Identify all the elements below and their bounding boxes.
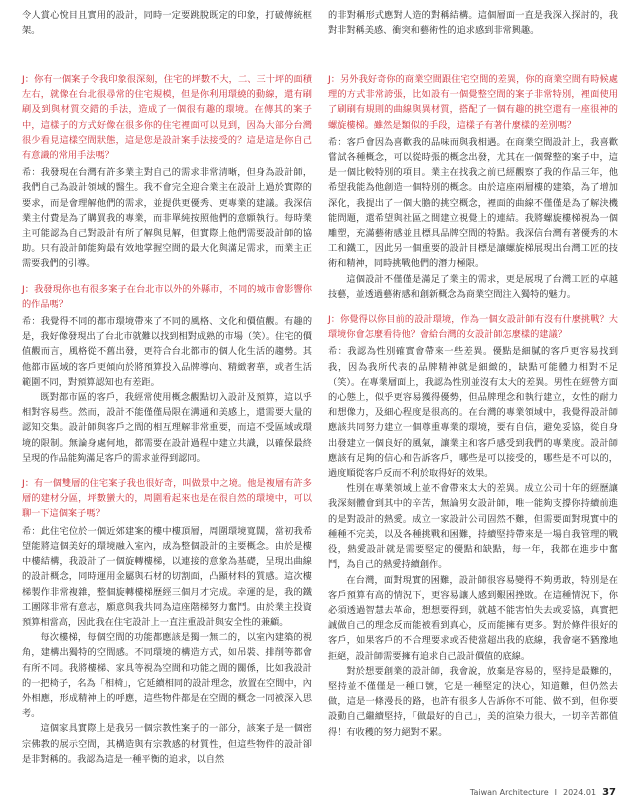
speaker-tag: 希：: [328, 136, 347, 148]
answer-text: 客戶會因為喜歡我的品味而與我相遇。在商業空間設計上，我喜歡嘗試各種概念，可以從時張的概念出發，尤其在一個聲整的案子中，這是一個比較特別的項目。業主在找我之前已經觀察了我的作品三年，他希望我能為他創造一個特別的概念。由於這座兩層樓的建築，為了增加深化，我提出了一個大膽的挑空概念，裡面的曲線不僅僅是為了解決機能問題，還希望與社區之間建立視覺上的連結。我將螺旋樓梯視為一個雕塑，充滿藝術感並且標具品牌空間的特點。我深信台灣有著優秀的木工和鐵工，因此另一個重要的設計目標是讓螺旋梯展現出台灣工匠的技術和精神，同時挑戰他們的潛力極限。: [328, 136, 619, 270]
body-paragraph: 既對都市區的客戶，我經常使用概念觀點切入設計及預算，這以乎相對容易些。然而，設計不能僅僅局限在溝通和美感上，還需要大量的認知交集。設計師與客戶之間的相互理解非常重要，而這不受區域或環境的限制。無論身處何地，都需要在設計過程中建立共識，以確保最終呈現的作品能夠滿足客戶的需求並得到認同。: [22, 392, 312, 464]
left-column: [22, 62, 312, 767]
speaker-tag: J：: [328, 314, 341, 326]
answer-text: 我認為性別確實會帶來一些差異。優點是細膩的客戶更容易找到我，因為我所代表的品牌精神就是細緻的，缺點可能體力相對不足（笑）。在專業層面上，我認為性別並沒有太大的差異。男性在經營方面的心態上，似乎更容易獲得優勢，但品牌理念和執行建立，女性的耐力和想像力，及細心程度是很高的。在台灣的專業領域中，我覺得設計師應該共同努力建立一個尊重專業的環境，要有自信，避免妥協，從自身出發建立一個良好的風氣，讓業主和客戶感受到我們的專業度。設計師應該有足夠的信心和告訴客戶，哪些是可以接受的，哪些是不可以的，過度順從客戶反而不利於取得好的效果。: [328, 346, 619, 480]
answer-text: 我發現在台灣有許多業主對自己的需求非常清晰，但身為設計師，我們自己為設計領域的醫生。我不會完全迎合業主在設計上過於實際的要求，而是會理解他們的需求，並提供更優秀、更專業的建議。我深信業主付費是為了購買我的專業，而非單純按照他們的意願執行。每時業主可能認為自己對設計有所了解與見解，但實際上他們需要設計師的協助。只有設計師能夠最有效地掌握空間的最大化與滿足需求，而業主正需要我們的引導。: [22, 167, 313, 270]
issue-date: 2024.01: [562, 788, 597, 797]
speaker-tag: J：: [22, 74, 35, 85]
interview-question: [328, 312, 618, 342]
left-top-line: 令人賞心悅目且實用的設計，同時一定要跳脫既定的印象，打破傳統框架。: [22, 10, 312, 37]
interview-answer: [328, 344, 618, 481]
page-number: 37: [602, 787, 616, 798]
interview-answer: [328, 135, 618, 272]
answer-text: 此住宅位於一個近郊建案的樓中樓頂層，周圍環境寬闊，當初我希望能將這個美好的環境融入室內，成為整個設計的主要概念。由於是樓中樓結構，我設計了一個旋轉樓梯，以連接的意象為基礎，呈現出曲線的設計概念，同時運用金屬與石材的切割面，凸顯材料的質感。這次樓梯製作非常複雜，整個旋轉樓梯歷經三個月才完成。幸運的是，我的鐵工團隊非常有意志，願意與我共同為這座階梯努力奮鬥。由於業主投資預算相當高，因此我在住宅設計上一直注重設計與安全性的兼顧。: [22, 525, 313, 628]
body-paragraph: 每次樓梯，每個空間的功能都應該是獨一無二的，以室內建築的視角，建構出獨特的空間感。不同環境的構造方式，如吊裝、排削等都會有所不同。我將樓梯、家具等視為空間和功能之間的關係，比如我設計的一把椅子，名為「相椅」，它延續相同的設計理念，放置在空間中，內外相應，形成精神上的呼應，這些物件都是在空間的概念一同被深入思考。: [22, 632, 312, 720]
interview-question: [22, 72, 312, 163]
answer-text: 我覺得不同的都市環境帶來了不同的風格、文化和價值觀。有趣的是，我好像發現出了台北市就難以找到相對成熟的市場（笑）。住宅的價值觀而言，風格從不舊出發，更符合台北都市的個人化生活的趨勢。其他都市區域的客戶更傾向於將預算投入品牌導向、精緻奢華，或者生活範圍不同，對預算認知也有差距。: [22, 316, 313, 388]
body-paragraph: 這個設計不僅僅是滿足了業主的需求，更是展現了台灣工匠的卓越技藝，並透過藝術感和創新概念為商業空間注入獨特的魅力。: [328, 273, 618, 300]
interview-question: [328, 72, 618, 133]
speaker-tag: 希：: [22, 525, 41, 537]
body-paragraph: 對於想要創業的設計師，我會說，放棄是容易的，堅持是最難的，堅持並不僅僅是一種口號，它是一種堅定的決心，知道難，但仍然去做，這是一條漫長的路，也許有很多人告訴你不可能、做不到，但你要設動自己繼續堅持，「做最好的自己」，美的渲染力很大，一切辛苦都值得！有收穫的努力絕對不累。: [328, 665, 618, 738]
page-footer: [470, 787, 616, 798]
publication-name: Taiwan Architecture: [469, 788, 549, 797]
speaker-tag: 希：: [328, 346, 348, 358]
question-text: 有一個雙層的住宅案子我也很好奇，叫做景中之境。他是複層有許多層的建材分區，坪數蠻大的，周圍看起來也是在很自然的環境中，可以聊一下這個案子嗎？: [22, 478, 312, 520]
question-text: 另外我好奇你的商業空間跟住宅空間的差異，你的商業空間有時候處理的方式非常誇張，比如設有一個覺整空間的案子非常特別，裡面使用了刷刷有規則的曲線與異材質，搭配了一個有趣的挑空還有一座很神的螺旋樓梯。雖然是類似的手段，這樣子有著什麼樣的差別嗎？: [328, 74, 618, 131]
right-column: [328, 62, 618, 740]
speaker-tag: 希：: [22, 316, 41, 328]
body-paragraph: 在台灣，面對現實的困難，設計師很容易變得不夠勇敢，特別是在客戶預算有高的情況下，更容易讓人感到艱困挫敗。在這種情況下，你必須透過智慧去革命，想想要得到，就越不能害怕失去或妥協，真實把誠做自己的理念反而能被看到真心，反而能擁有更多。對於條件很好的客戶，如果客戶的不合理要求或否使當超出我的底線，我會毫不猶豫地拒絕，設計師需要擁有追求自己設計價值的底線。: [328, 574, 618, 662]
speaker-tag: J：: [22, 283, 35, 295]
question-text: 我發現你也有很多案子在台北市以外的外縣市，不同的城市會影響你的作品嗎？: [22, 283, 312, 310]
body-paragraph: 這個家具實際上是我另一個宗教性案子的一部分，該案子是一個密宗佛教的展示空間，其構造與有宗教感的材質性，但這些物件的設計卻是非對稱的。我認為這是一種平衡的追求，以自然: [22, 723, 312, 765]
body-paragraph: 性別在專業領域上並不會帶來太大的差異。成立公司十年的經歷讓我深刻體會到其中的辛苦，無論男女設計師，唯一能夠支撐你持續前進的是對設計的熱愛。成立一家設計公司固然不難，但需要面對現實中的種種不完美，以及各種挑戰和困難，持續堅持帶來是一場自我管理的戰役，熱愛設計就是需要堅定的優點和缺點，每一年，我都在進步中奮鬥，為自己的熱愛持續創作。: [328, 483, 618, 571]
speaker-tag: J：: [328, 74, 341, 85]
interview-question: [22, 476, 312, 522]
speaker-tag: 希：: [22, 167, 41, 179]
interview-answer: [22, 524, 312, 630]
right-top-line: 的非對稱形式應對人造的對稱結構。這個層面一直是我深入探討的，我對非對稱美感、衝突和藝術性的追求感到非常興趣。: [328, 10, 618, 37]
speaker-tag: J：: [22, 478, 35, 490]
interview-answer: [22, 165, 312, 271]
question-text: 你覺得以你目前的設計環境，作為一個女設計師有沒有什麼挑戰？大環境你會怎麼看待他？會給台灣的女設計師怎麼樣的建議？: [328, 314, 618, 341]
footer-separator: I: [554, 788, 557, 797]
interview-question: [22, 282, 312, 312]
interview-answer: [22, 314, 312, 390]
question-text: 你有一個案子令我印象很深刻，住宅的坪數不大，二、三十坪的面積左右，就像在台北很尋常的住宅規模，但是你利用環繞的動線，還有刷刷及到與材質交錯的手法，造成了一個很有趣的環境。在傳其的案子中，這樣子的方式好像在很多你的住宅裡面可以見到，因為大部分台灣很少看見這樣空間狀態，這是您是設計案手法接受的？這是這是你自己有意識的常用手法嗎？: [22, 74, 312, 162]
